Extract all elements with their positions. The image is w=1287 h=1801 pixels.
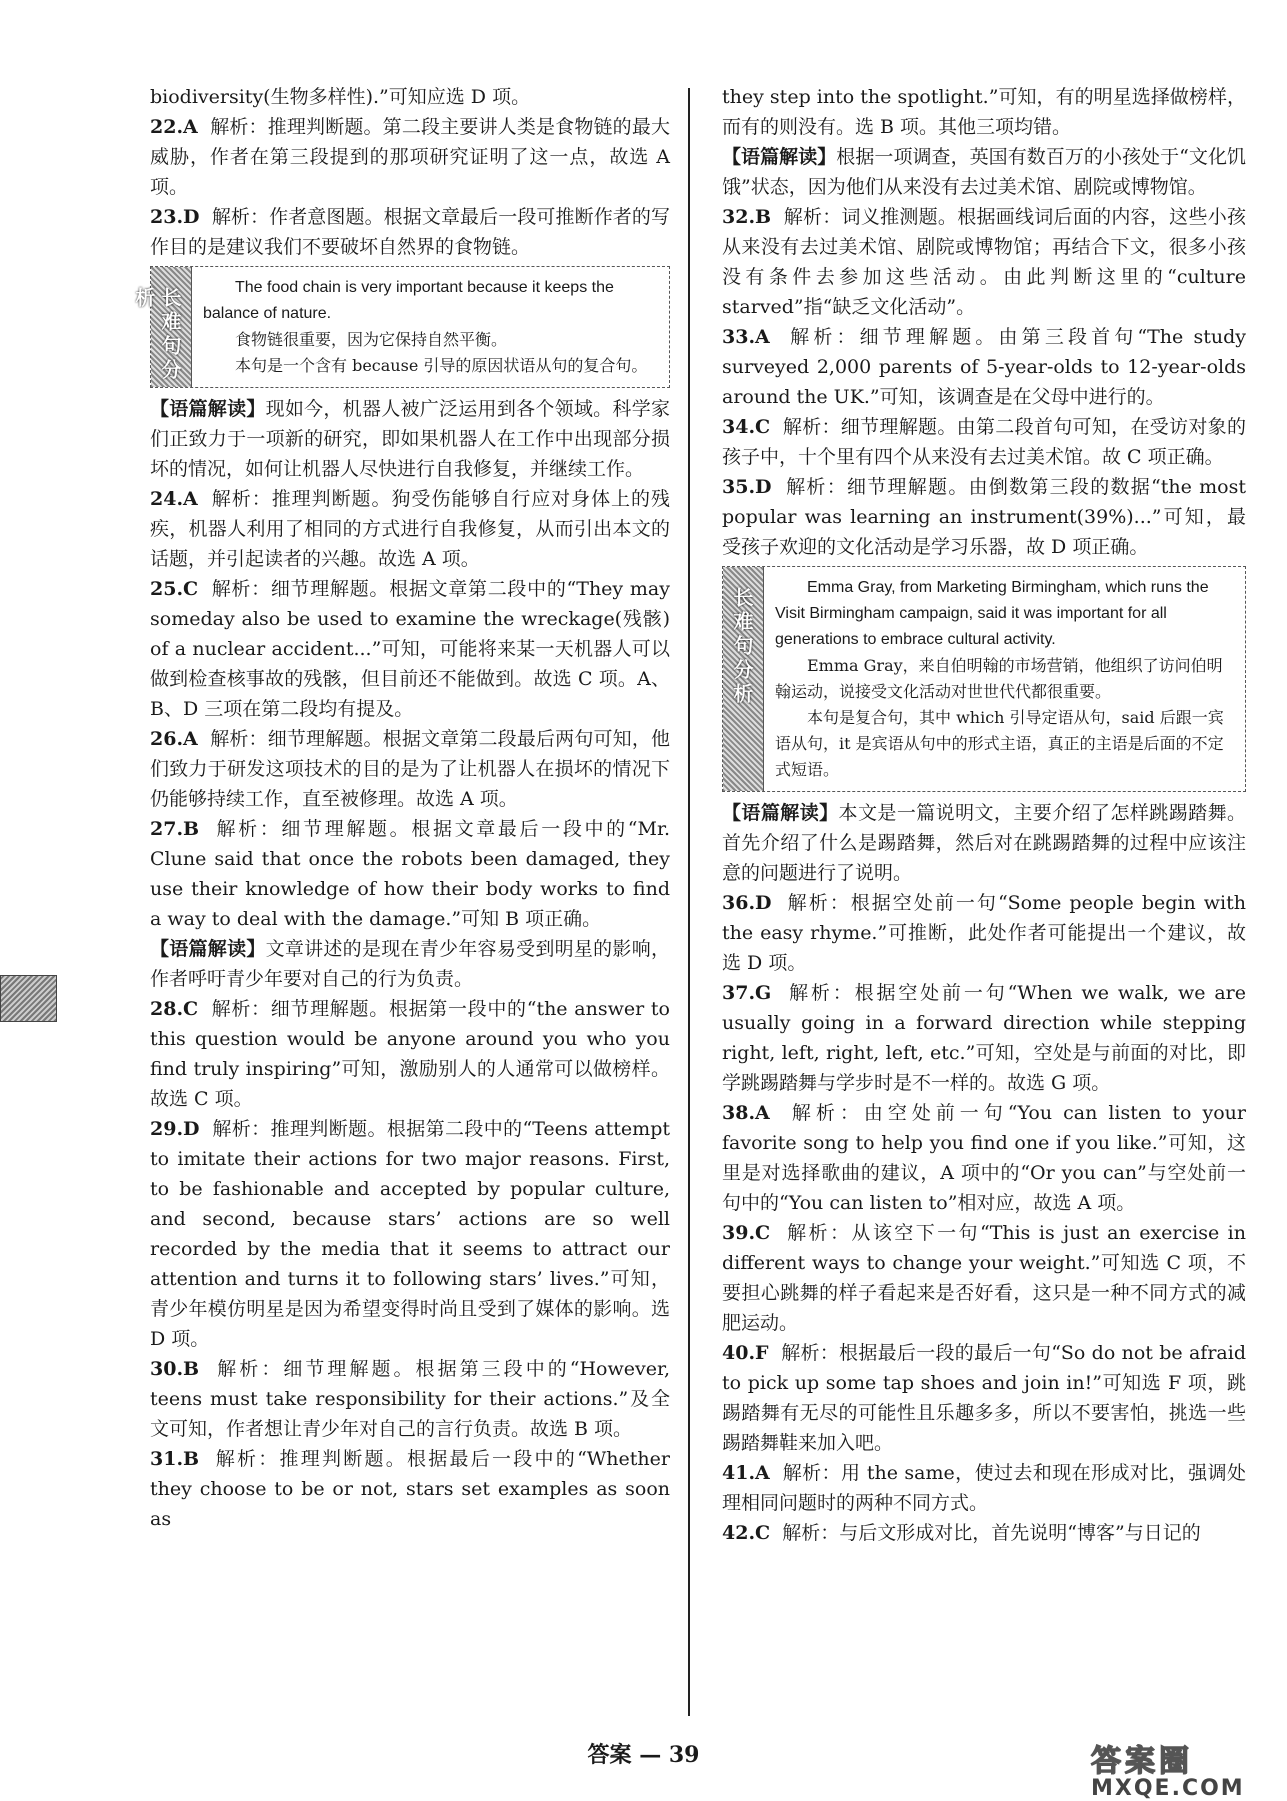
- box-tab-label: 长难句分析: [132, 287, 182, 383]
- side-thumb-mark: [0, 975, 57, 1022]
- watermark-url: MXQE.COM: [1091, 1776, 1245, 1801]
- answer-explanation: 解析：细节理解题。根据文章第二段最后两句可知，他们致力于研发这项技术的目的是为了让机器人在损坏的情况下仍能够持续工作，直至被修理。故选 A 项。: [150, 728, 670, 810]
- answer-explanation: 解析：从该空下一句“This is just an exercise in different ways to change your weight.”可知选 C 项，不要担心跳舞的样子看起来是否好看，这只是一种不同方式的减肥运动。: [722, 1222, 1253, 1334]
- passage-summary: [150, 394, 670, 484]
- passage-summary-text: 本文是一篇说明文，主要介绍了怎样跳踢踏舞。首先介绍了什么是踢踏舞，然后对在跳踢踏舞的过程中应该注意的问题进行了说明。: [722, 802, 1246, 884]
- answer-item: [150, 112, 677, 202]
- left-column: [132, 82, 677, 1534]
- answer-item: [150, 724, 670, 814]
- answer-explanation: biodiversity(生物多样性).”可知应选 D 项。: [150, 86, 531, 108]
- answer-explanation: 解析：推理判断题。第二段主要讲人类是食物链的最大威胁，作者在第三段提到的那项研究证明了这一点，故选 A 项。: [150, 116, 677, 198]
- answer-explanation: 解析：作者意图题。根据文章最后一段可推断作者的写作目的是建议我们不要破坏自然界的食物链。: [150, 206, 670, 258]
- answer-explanation: 解析：由空处前一句“You can listen to your favorite song to help you find one if you like.”可知，这里是对选择歌曲的建议，A 项中的“Or you can”与空处前一句中的“You can listen to”相对应，故选 A 项。: [722, 1102, 1253, 1214]
- long-sentence-analysis-box: [722, 566, 1246, 792]
- answer-explanation: 解析：细节理解题。根据第三段中的“However, teens must take responsibility for their actions.”及全文可知，作者想让青少年对自己的言行负责。故选 B 项。: [150, 1358, 677, 1440]
- answer-number: 28.C: [150, 998, 199, 1020]
- answer-explanation: 解析：推理判断题。根据第二段中的“Teens attempt to imitate their actions for two major reasons. First, to be fashionable and accepted by popular culture, and second, because stars’ actions are so well recorded by the media that it seems to attract our attention and turns it to following stars’ lives.”可知，青少年模仿明星是因为希望变得时尚且受到了媒体的影响。选 D 项。: [150, 1118, 677, 1350]
- answer-item: [722, 1338, 1253, 1458]
- answer-item: [722, 978, 1253, 1098]
- answer-number: 32.B: [722, 206, 772, 228]
- answer-explanation: 解析：根据空处前一句“Some people begin with the easy rhyme.”可推断，此处作者可能提出一个建议，故选 D 项。: [722, 892, 1253, 974]
- answer-number: 34.C: [722, 416, 771, 438]
- answer-number: 24.A: [150, 488, 198, 510]
- answer-explanation: 解析：推理判断题。狗受伤能够自行应对身体上的残疾，机器人利用了相同的方式进行自我修复，从而引出本文的话题，并引起读者的兴趣。故选 A 项。: [150, 488, 670, 570]
- answer-number: 27.B: [150, 818, 200, 840]
- answer-number: 31.B: [150, 1448, 200, 1470]
- answer-explanation: 解析：细节理解题。根据文章第二段中的“They may someday also be used to examine the wreckage(残骸) of a nuclear accident...”可知，可能将来某一天机器人可以做到检查核事故的残骸，但目前还不能做到。故选 C 项。A、B、D 三项在第二段均有提及。: [150, 578, 677, 720]
- box-tab: [132, 267, 192, 387]
- answer-item: [722, 82, 1246, 142]
- answer-explanation: 解析：根据最后一段的最后一句“So do not be afraid to pick up some tap shoes and join in!”可知选 F 项，跳踢踏舞有无尽的可能性且乐趣多多，所以不要害怕，挑选一些踢踏舞鞋来加入吧。: [722, 1342, 1253, 1454]
- answer-explanation: 解析：词义推测题。根据画线词后面的内容，这些小孩从来没有去过美术馆、剧院或博物馆；再结合下文，很多小孩没有条件去参加这些活动。由此判断这里的“culture starved”指“缺乏文化活动”。: [722, 206, 1253, 318]
- passage-summary-text: 现如今，机器人被广泛运用到各个领域。科学家们正致力于一项新的研究，即如果机器人在工作中出现部分损坏的情况，如何让机器人尽快进行自我修复，并继续工作。: [150, 398, 670, 480]
- answer-number: 26.A: [150, 728, 198, 750]
- passage-summary-label: 【语篇解读】: [150, 938, 266, 960]
- answer-explanation: 解析：用 the same，使过去和现在形成对比，强调处理相同问题时的两种不同方式。: [722, 1462, 1246, 1514]
- answer-item: [722, 1218, 1253, 1338]
- box-note: 本句是复合句，其中 which 引导定语从句，said 后跟一宾语从句，it 是宾语从句中的形式主语，真正的主语是后面的不定式短语。: [775, 708, 1224, 779]
- answer-explanation: 解析：细节理解题。由第二段首句可知，在受访对象的孩子中，十个里有四个从来没有去过美术馆。故 C 项正确。: [722, 416, 1246, 468]
- answer-item: [722, 322, 1253, 412]
- passage-summary: [722, 798, 1246, 888]
- watermark-title: 答案圈: [1091, 1744, 1193, 1779]
- answer-number: 35.D: [722, 476, 772, 498]
- answer-item: [722, 202, 1253, 322]
- answer-number: 22.A: [150, 116, 198, 138]
- answer-number: 42.C: [722, 1522, 771, 1544]
- answer-explanation: 解析：根据空处前一句“When we walk, we are usually going in a forward direction while stepping right, left, right, left, etc.”可知，空处是与前面的对比，即学跳踢踏舞与学步时是不一样的。故选 G 项。: [722, 982, 1253, 1094]
- answer-explanation: 解析：细节理解题。根据第一段中的“the answer to this question would be anyone around you who you find truly inspiring”可知，激励别人的人通常可以做榜样。故选 C 项。: [150, 998, 677, 1110]
- passage-summary: [722, 142, 1246, 202]
- box-english-sentence: Emma Gray, from Marketing Birmingham, which runs the Visit Birmingham campaign, said it was important for all generations to embrace cultural activity.: [775, 579, 1214, 648]
- passage-summary-text: 根据一项调查，英国有数百万的小孩处于“文化饥饿”状态，因为他们从来没有去过美术馆、剧院或博物馆。: [722, 146, 1246, 198]
- answer-item: [150, 202, 670, 262]
- box-note: 本句是一个含有 because 引导的原因状语从句的复合句。: [235, 356, 648, 375]
- answer-item: [722, 472, 1253, 562]
- answer-item: [722, 1458, 1246, 1518]
- answer-explanation: they step into the spotlight.”可知，有的明星选择做榜样，而有的则没有。选 B 项。其他三项均错。: [722, 86, 1246, 138]
- answer-number: 40.F: [722, 1342, 769, 1364]
- answer-item: [722, 888, 1253, 978]
- answer-explanation: 解析：推理判断题。根据最后一段中的“Whether they choose to be or not, stars set examples as soon as: [150, 1448, 677, 1530]
- box-english-sentence: The food chain is very important because it keeps the balance of nature.: [203, 279, 619, 322]
- passage-summary-label: 【语篇解读】: [150, 398, 266, 420]
- long-sentence-analysis-box: [132, 266, 670, 388]
- answer-number: 30.B: [150, 1358, 200, 1380]
- answer-number: 39.C: [722, 1222, 771, 1244]
- column-divider: [688, 88, 690, 1716]
- answer-number: 29.D: [150, 1118, 200, 1140]
- answer-explanation: 解析：细节理解题。由倒数第三段的数据“the most popular was learning an instrument(39%)...”可知，最受孩子欢迎的文化活动是学习乐器，故 D 项正确。: [722, 476, 1253, 558]
- footer-label: 答案: [587, 1742, 632, 1768]
- passage-summary: [150, 934, 670, 994]
- answer-item: [722, 1518, 1246, 1548]
- answer-item: [722, 412, 1246, 472]
- answer-item: [150, 574, 677, 724]
- answer-explanation: 解析：细节理解题。由第三段首句“The study surveyed 2,000 parents of 5-year-olds to 12-year-olds around the UK.”可知，该调查是在父母中进行的。: [722, 326, 1253, 408]
- answer-item: [150, 814, 677, 934]
- answer-item: [150, 1444, 677, 1534]
- box-translation: Emma Gray，来自伯明翰的市场营销，他组织了访问伯明翰运动，说接受文化活动对世世代代都很重要。: [775, 656, 1223, 701]
- answer-number: 38.A: [722, 1102, 770, 1124]
- passage-summary-text: 文章讲述的是现在青少年容易受到明星的影响，作者呼吁青少年要对自己的行为负责。: [150, 938, 670, 990]
- passage-summary-label: 【语篇解读】: [722, 146, 837, 168]
- answer-number: 23.D: [150, 206, 200, 228]
- page-number: 39: [668, 1742, 700, 1768]
- box-translation: 食物链很重要，因为它保持自然平衡。: [235, 330, 508, 349]
- right-column: [722, 82, 1253, 1548]
- box-tab: [723, 567, 764, 791]
- answer-number: 41.A: [722, 1462, 770, 1484]
- answer-item: [722, 1098, 1253, 1218]
- answer-number: 25.C: [150, 578, 199, 600]
- answer-item: [150, 484, 670, 574]
- answer-item: [150, 82, 670, 112]
- answer-explanation: 解析：细节理解题。根据文章最后一段中的“Mr. Clune said that once the robots been damaged, they use their knowledge of how their body works to find a way to deal with the damage.”可知 B 项正确。: [150, 818, 677, 930]
- answer-explanation: 解析：与后文形成对比，首先说明“博客”与日记的: [770, 1522, 1201, 1544]
- answer-number: 33.A: [722, 326, 770, 348]
- answer-item: [150, 994, 677, 1114]
- footer-separator: —: [639, 1742, 662, 1768]
- box-tab-label: 长难句分析: [730, 587, 754, 707]
- passage-summary-label: 【语篇解读】: [722, 802, 839, 824]
- answer-item: [150, 1354, 677, 1444]
- answer-number: 36.D: [722, 892, 772, 914]
- answer-item: [150, 1114, 677, 1354]
- watermark-logo: [1091, 1736, 1269, 1801]
- answer-number: 37.G: [722, 982, 772, 1004]
